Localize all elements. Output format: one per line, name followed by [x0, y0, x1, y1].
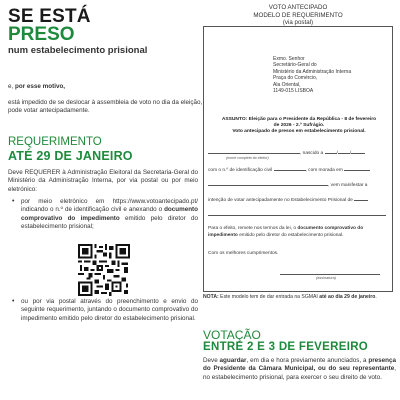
- date-sep: /: [349, 151, 352, 156]
- requerimento-body: Deve REQUERER à Administração Eleitoral da Secretaria-Geral do Ministério da Administração Interna, por via postal ou por meio eletrónico:: [8, 169, 198, 193]
- bullet-electronic-post: emitido pelo diretor do estabelecimento prisional;: [21, 214, 198, 230]
- bullet-dot-icon: •: [12, 298, 15, 305]
- form-header: [203, 4, 393, 27]
- intro-prefix: e,: [8, 83, 16, 90]
- bullet-postal-text: ou por via postal através do preenchimento e envio do seguinte requerimento, juntando o documento comprovativo do impedimento emitido pelo diretor do estabelecimento prisional.: [21, 298, 198, 322]
- bullet-electronic-bold: documento comprovativo do impedimento: [21, 206, 198, 222]
- date-sep: /: [336, 151, 338, 156]
- id-number-field[interactable]: [274, 166, 306, 171]
- form-vem-row: [208, 181, 388, 188]
- votacao-date: ENTRE 2 E 3 DE FEVEREIRO: [203, 341, 369, 353]
- form-header-line-1: VOTO ANTECIPADO: [268, 4, 328, 11]
- form-header-line-2: MODELO DE REQUERIMENTO: [253, 11, 343, 19]
- requerimento-date: ATÉ 29 DE JANEIRO: [8, 149, 133, 163]
- assunto-line-2: de 2026 - 2.º Sufrágio.: [273, 123, 325, 129]
- address-line: Praça do Comércio,: [273, 75, 318, 82]
- para-bold: documento comprovativo do: [297, 226, 364, 231]
- signature-line[interactable]: [280, 274, 380, 275]
- prison-field[interactable]: [354, 196, 368, 201]
- nota-bold: até ao dia 29 de janeiro: [319, 294, 376, 300]
- address-field-2[interactable]: [208, 181, 328, 186]
- form-id-row: [208, 166, 388, 173]
- address-line: 1149-015 LISBOA: [273, 88, 314, 95]
- form-cumprimentos: Com os melhores cumprimentos.: [208, 251, 279, 256]
- bullet-dot-icon: •: [12, 198, 15, 205]
- votacao-mid: , em dia e hora previamente anunciados, a: [246, 357, 369, 364]
- nota-end: .: [375, 294, 377, 300]
- morada-label: , com morada em: [305, 168, 343, 173]
- para-bold-2: impedimento: [208, 232, 238, 238]
- form-para-efeito: [208, 226, 388, 239]
- address-line: Ala Oriental,: [273, 81, 301, 88]
- para-post: emitido pelo diretor do estabelecimento prisional.: [237, 232, 344, 238]
- address-line: Secretário-Geral do: [273, 62, 317, 69]
- votacao-body: [203, 357, 396, 382]
- intro-line-2: está impedido de se deslocar à assembleia de voto no dia da eleição, pode votar antecipadamente.: [8, 99, 203, 115]
- bullet-postal: [8, 298, 198, 323]
- votacao-bold-2: presença do Presidente da Câmara Municipal, ou do seu representante: [203, 357, 396, 373]
- hero-title: SE ESTÁ: [8, 6, 91, 27]
- votacao-title: VOTAÇÃO: [203, 328, 261, 342]
- bullet-electronic-text: [21, 198, 198, 231]
- name-hint: (nome completo do eleitor): [226, 156, 269, 160]
- form-prison-row: [208, 211, 388, 218]
- birth-day-field[interactable]: [325, 149, 337, 154]
- id-label: com o n.º de identificação civil: [208, 168, 273, 173]
- hero-subtitle: num estabelecimento prisional: [8, 45, 148, 56]
- form-assunto: [208, 117, 390, 136]
- qr-code-icon[interactable]: [78, 244, 130, 296]
- nascido-label: , nascido a: [300, 151, 324, 156]
- para-pre: Para o efeito, remete nos termos da lei, o: [208, 226, 298, 231]
- form-address: [273, 56, 351, 94]
- assunto-label: ASSUNTO:: [221, 117, 248, 122]
- address-line: Exmo. Senhor: [273, 56, 305, 62]
- birth-year-field[interactable]: [351, 149, 365, 154]
- votacao-bold-1: aguardar: [219, 357, 247, 364]
- intro-line-1: [8, 83, 65, 90]
- form-name-row: [208, 149, 388, 156]
- form-header-line-3: (via postal): [282, 19, 314, 27]
- signature-hint: (assinatura): [316, 276, 337, 280]
- form-note: [203, 294, 395, 301]
- votacao-post: , no estabelecimento prisional, para exercer o seu direito de voto.: [203, 365, 396, 381]
- assunto-line-3: Voto antecipado de presos em estabelecimento prisional.: [232, 129, 366, 135]
- form-intencao-row: [208, 196, 388, 203]
- birth-month-field[interactable]: [338, 149, 350, 154]
- bullet-electronic-pre: por meio eletrónico em https://www.votoantecipado.pt/ indicando o n.º de identificação civil e anexando o: [21, 198, 198, 214]
- nota-label: NOTA:: [203, 294, 219, 300]
- votacao-pre: Deve: [203, 357, 220, 364]
- name-field[interactable]: [208, 149, 300, 154]
- address-field[interactable]: [344, 166, 370, 171]
- requerimento-title: REQUERIMENTO: [8, 136, 102, 148]
- prison-field-2[interactable]: [208, 211, 386, 216]
- intencao-label: intenção de votar antecipadamente no Estabelecimento Prisional de: [208, 198, 353, 203]
- bullet-electronic: [8, 198, 198, 231]
- hero-preso: PRESO: [8, 24, 75, 45]
- address-line: Ministério da Administração Interna: [273, 68, 352, 75]
- nota-text: Este modelo tem de dar entrada na SGMAI: [218, 294, 320, 300]
- vem-label: , vem manifestar a: [328, 183, 368, 188]
- intro-bold: por esse motivo,: [15, 83, 66, 90]
- assunto-text-1: Eleição para o Presidente da República - 8 de fevereiro: [248, 117, 377, 122]
